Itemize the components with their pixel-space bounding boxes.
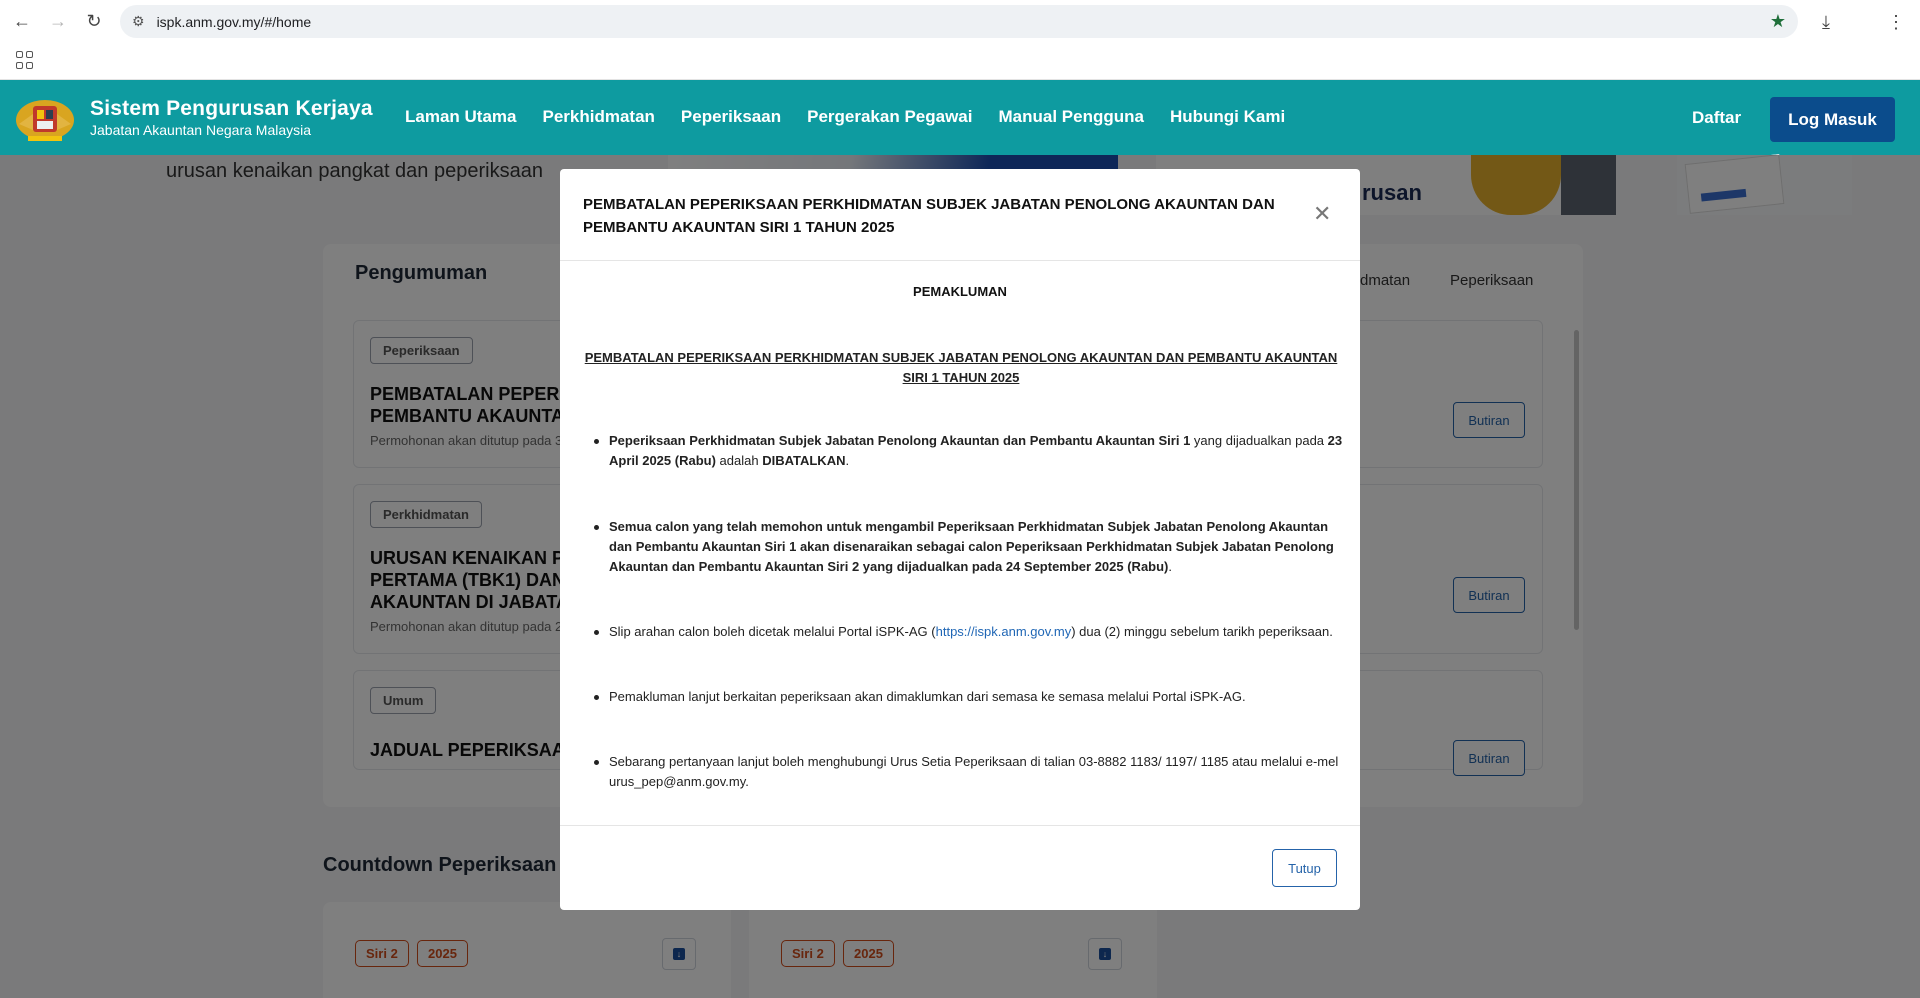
modal-body — [560, 261, 1360, 825]
login-button[interactable]: Log Masuk — [1770, 97, 1895, 142]
back-icon[interactable]: ← — [13, 10, 31, 31]
url-text[interactable]: ispk.anm.gov.my/#/home — [156, 13, 312, 30]
close-icon[interactable]: ✕ — [1313, 201, 1332, 226]
download-icon[interactable]: ⤓ — [1822, 11, 1830, 32]
nav-pergerakan-pegawai[interactable]: Pergerakan Pegawai — [807, 107, 973, 126]
site-settings-icon[interactable]: ⚙ — [132, 13, 145, 29]
notice-subheading: PEMBATALAN PEPERIKSAAN PERKHIDMATAN SUBJEK JABATAN PENOLONG AKAUNTAN DAN PEMBANTU AKAUNTAN SIRI 1 TAHUN 2025 — [584, 350, 1338, 385]
notice-bullet-5: Sebarang pertanyaan lanjut boleh menghubungi Urus Setia Peperiksaan di talian 03-8882 1183/ 1197/ 1185 atau melalui e-mel urus_pep@anm.gov.my. — [609, 752, 1344, 792]
main-nav — [405, 107, 1311, 127]
brand-subtitle: Jabatan Akauntan Negara Malaysia — [90, 122, 312, 138]
nav-peperiksaan[interactable]: Peperiksaan — [680, 107, 782, 126]
notice-bullet-1: Peperiksaan Perkhidmatan Subjek Jabatan Penolong Akauntan dan Pembantu Akauntan Siri 1 yang dijadualkan pada 23 April 2025 (Rabu) adalah DIBATALKAN. — [609, 431, 1344, 471]
modal-header — [560, 169, 1360, 261]
browser-toolbar — [0, 0, 1920, 42]
nav-perkhidmatan[interactable]: Perkhidmatan — [542, 107, 655, 126]
reload-icon[interactable]: ↻ — [86, 10, 102, 31]
register-link[interactable]: Daftar — [1692, 108, 1742, 127]
notice-bullet-3: Slip arahan calon boleh dicetak melalui Portal iSPK-AG (https://ispk.anm.gov.my) dua (2) minggu sebelum tarikh peperiksaan. — [609, 622, 1344, 642]
bookmark-star-icon[interactable]: ★ — [1769, 11, 1786, 31]
bookmarks-bar — [0, 42, 1920, 80]
menu-dots-icon[interactable]: ⋮ — [1887, 11, 1905, 32]
coat-of-arms-logo[interactable] — [14, 94, 76, 144]
nav-hubungi-kami[interactable]: Hubungi Kami — [1169, 107, 1286, 126]
announcement-modal — [560, 169, 1360, 910]
nav-manual-pengguna[interactable]: Manual Pengguna — [998, 107, 1144, 126]
forward-icon[interactable]: → — [49, 10, 67, 31]
notice-bullet-2: Semua calon yang telah memohon untuk mengambil Peperiksaan Perkhidmatan Subjek Jabatan Penolong Akauntan dan Pembantu Akauntan Siri 1 akan disenaraikan sebagai calon Peperiksaan Perkhidmatan Subjek Jabatan Penolong Akauntan dan Pembantu Akauntan Siri 2 yang dijadualkan pada 24 September 2025 (Rabu). — [609, 517, 1344, 577]
notice-bullet-4: Pemakluman lanjut berkaitan peperiksaan akan dimaklumkan dari semasa ke semasa melalui Portal iSPK-AG. — [609, 687, 1344, 707]
nav-laman-utama[interactable]: Laman Utama — [405, 107, 517, 126]
notice-heading: PEMAKLUMAN — [913, 284, 1007, 299]
close-button[interactable]: Tutup — [1272, 849, 1337, 887]
modal-footer — [560, 825, 1360, 910]
brand-title: Sistem Pengurusan Kerjaya — [90, 97, 373, 120]
modal-title: PEMBATALAN PEPERIKSAAN PERKHIDMATAN SUBJEK JABATAN PENOLONG AKAUNTAN DAN PEMBANTU AKAUNTAN SIRI 1 TAHUN 2025 — [583, 196, 1275, 236]
address-bar[interactable] — [120, 5, 1798, 38]
portal-link[interactable]: https://ispk.anm.gov.my — [935, 624, 1072, 639]
apps-grid-icon[interactable] — [16, 51, 34, 69]
site-header — [0, 80, 1920, 155]
